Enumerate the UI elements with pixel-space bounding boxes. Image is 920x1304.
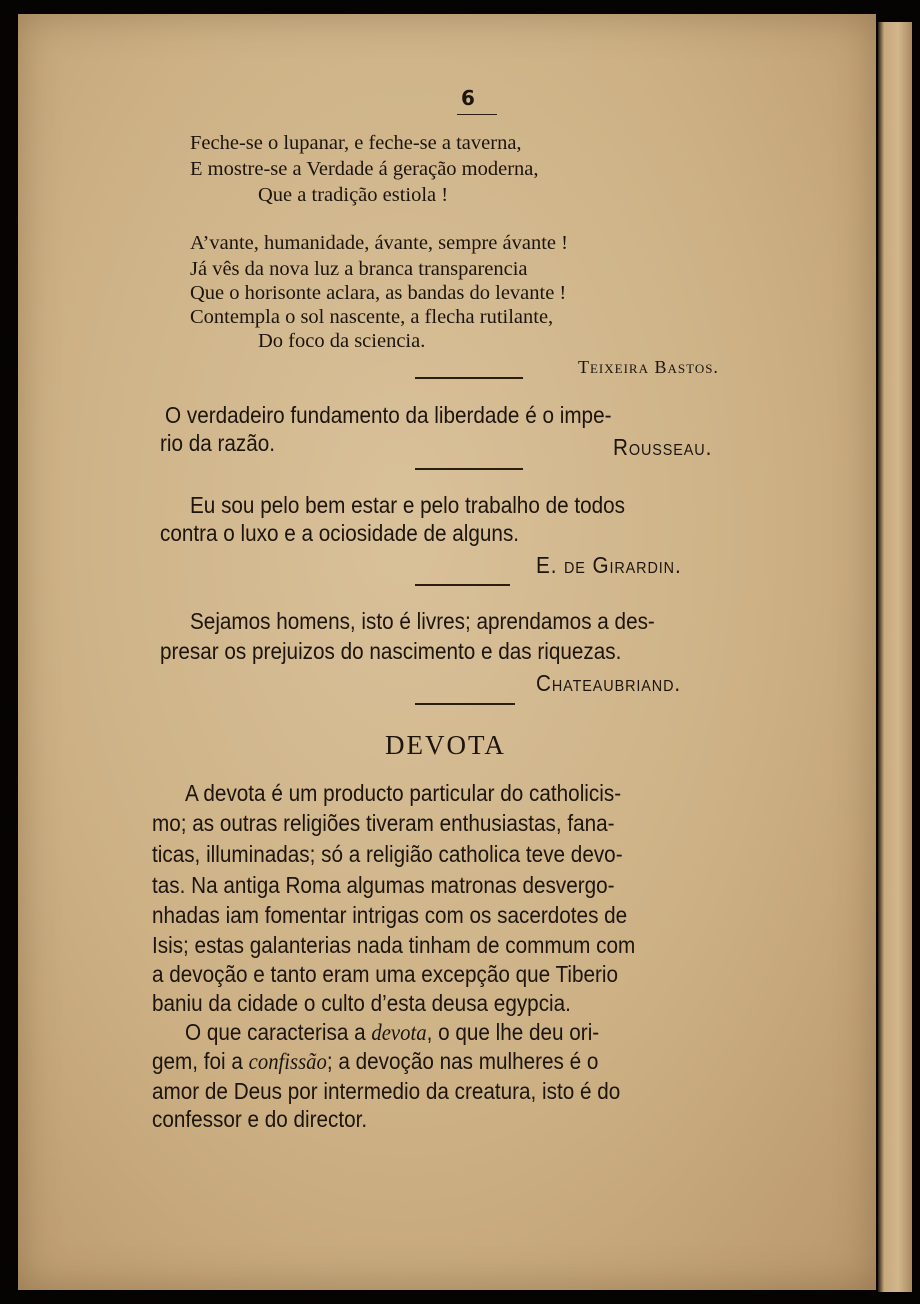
poem-line: Que a tradição estiola ! <box>258 184 449 206</box>
page-number: 6 <box>461 86 475 110</box>
poem-line: Contempla o sol nascente, a flecha rutilante, <box>190 306 554 328</box>
poem-line: A’vante, humanidade, ávante, sempre ávante ! <box>190 232 568 254</box>
quote-author: Chateaubriand. <box>536 670 682 696</box>
paragraph-line: tas. Na antiga Roma algumas matronas desvergo- <box>152 872 615 898</box>
paragraph-line: confessor e do director. <box>152 1106 368 1132</box>
paragraph-line: a devoção e tanto eram uma excepção que Tiberio <box>152 961 619 987</box>
paragraph-line: baniu da cidade o culto d’esta deusa egypcia. <box>152 990 571 1016</box>
quote-line: rio da razão. <box>160 430 276 456</box>
quote-line: Sejamos homens, isto é livres; aprendamos a des- <box>190 608 655 634</box>
emphasis-devota: devota <box>371 1020 427 1045</box>
separator-rule <box>415 703 515 705</box>
paragraph-line: O que caracterisa a devota, o que lhe deu ori- <box>185 1019 600 1045</box>
paragraph-line: nhadas iam fomentar intrigas com os sacerdotes de <box>152 902 628 928</box>
paragraph-line: ticas, illuminadas; só a religião catholica teve devo- <box>152 841 623 867</box>
separator-rule <box>415 468 523 470</box>
paragraph-line: A devota é um producto particular do catholicis- <box>185 780 622 806</box>
quote-line: Eu sou pelo bem estar e pelo trabalho de todos <box>190 492 625 518</box>
quote-author: E. de Girardin. <box>536 552 682 578</box>
section-title: DEVOTA <box>385 730 506 760</box>
paragraph-line: Isis; estas galanterias nada tinham de commum com <box>152 932 636 958</box>
poem-author: Teixeira Bastos. <box>578 357 719 377</box>
quote-line: O verdadeiro fundamento da liberdade é o impe- <box>165 402 612 428</box>
poem-line: Que o horisonte aclara, as bandas do levante ! <box>190 282 567 304</box>
paragraph-line: amor de Deus por intermedio da creatura, isto é do <box>152 1078 621 1104</box>
quote-line: contra o luxo e a ociosidade de alguns. <box>160 520 520 546</box>
poem-line: E mostre-se a Verdade á geração moderna, <box>190 158 539 180</box>
poem-line: Do foco da sciencia. <box>258 330 426 352</box>
poem-line: Feche-se o lupanar, e feche-se a taverna, <box>190 132 522 154</box>
emphasis-confissao: confissão <box>248 1049 327 1074</box>
page-number-rule <box>457 114 497 115</box>
separator-rule <box>415 584 510 586</box>
separator-rule <box>415 377 523 379</box>
paragraph-line: gem, foi a confissão; a devoção nas mulheres é o <box>152 1048 599 1074</box>
facing-page-edge <box>878 22 912 1292</box>
poem-line: Já vês da nova luz a branca transparencia <box>190 258 528 280</box>
paragraph-line: mo; as outras religiões tiveram enthusiastas, fana- <box>152 810 615 836</box>
quote-author: Rousseau. <box>613 434 713 460</box>
quote-line: presar os prejuizos do nascimento e das riquezas. <box>160 638 622 664</box>
